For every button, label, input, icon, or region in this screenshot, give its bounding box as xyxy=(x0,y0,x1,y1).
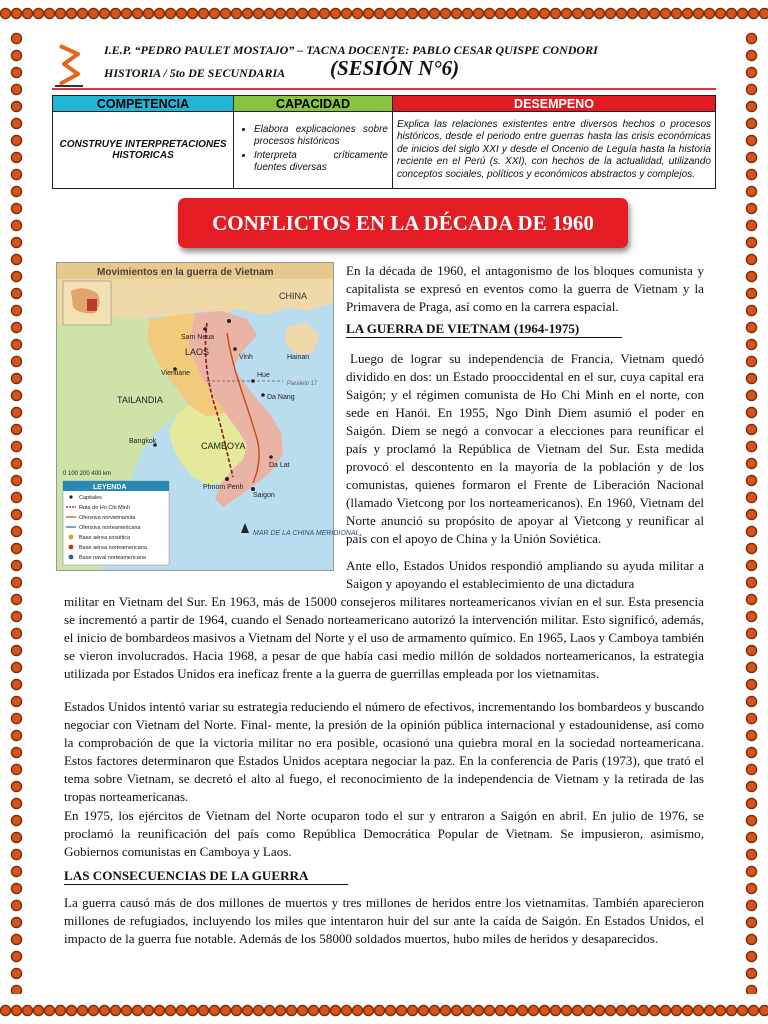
legend-item: Capitales xyxy=(79,495,102,501)
label-camboya: CAMBOYA xyxy=(201,441,246,451)
heading-vietnam-war: LA GUERRA DE VIETNAM (1964-1975) xyxy=(346,321,580,336)
label-sea: MAR DE LA CHINA MERIDIONAL xyxy=(253,530,360,537)
heading-underline xyxy=(346,337,622,338)
label-bangkok: Bangkok xyxy=(129,438,157,445)
capacidad-item: • Interpreta críticamente fuentes diversas xyxy=(254,150,388,174)
north-arrow-icon xyxy=(241,523,249,533)
paragraph-4: En 1975, los ejércitos de Vietnam del Norte ocuparon todo el sur y entraron a Saigón en abril. En julio de 1976, se proclamó la reunificación del país como República Democrática Popular de Vietnam. Se impusieron, asimismo, Gobiernos comunistas en Camboya y Laos. xyxy=(64,808,704,859)
paragraph-5: La guerra causó más de dos millones de muertos y tres millones de heridos entre los vietnamitas. También aparecieron millones de refugiados, incluyendo los miles que intentaron huir del sur ante la caída de Saigón. En Estados Unidos, el impacto de la guerra fue notable. Además de los 58000 soldados muertos, hubo miles de heridos y desaparecidos. xyxy=(64,895,704,946)
legend-title: LEYENDA xyxy=(93,484,127,491)
decorative-border-right xyxy=(738,30,768,994)
section-title-box xyxy=(178,198,628,248)
legend-item: Base naval norteamericana xyxy=(79,555,146,561)
legend-item: Base aérea soviética xyxy=(79,535,131,541)
cell-capacidad xyxy=(234,112,393,189)
label-vientiane: Vientiane xyxy=(161,370,191,377)
legend-item: Ofensiva norvietnamita xyxy=(79,515,136,521)
decorative-border-bottom xyxy=(0,994,768,1024)
competency-table xyxy=(52,95,716,189)
school-logo-icon xyxy=(52,42,86,88)
intro-paragraph: En la década de 1960, el antagonismo de los bloques comunista y capitalista se expresó en eventos como la guerra de Vietnam y la Primavera de Praga, así como en la carrera espacial. xyxy=(346,263,704,314)
label-laos: LAOS xyxy=(185,347,210,357)
decorative-border-top xyxy=(0,0,768,30)
label-phnom-penh: Phnom Penh xyxy=(203,484,244,491)
header-divider xyxy=(52,88,716,90)
label-tailandia: TAILANDIA xyxy=(117,395,163,405)
label-da-lat: Da Lat xyxy=(269,462,290,469)
col-header-desempeno: DESEMPENO xyxy=(393,96,716,112)
legend-item: Base aérea norteamericana xyxy=(79,545,147,551)
session-number: (SESIÓN N°6) xyxy=(330,56,460,80)
capacidad-item: • Elabora explicaciones sobre procesos históricos xyxy=(254,124,388,148)
label-hue: Hue xyxy=(257,372,270,379)
label-da-nang: Da Nang xyxy=(267,394,295,401)
legend-item: Ruta de Ho Chi Minh xyxy=(79,505,131,511)
label-saigon: Saigon xyxy=(253,492,275,499)
label-scale: 0 100 200 400 km xyxy=(63,471,112,477)
paragraph-2-start: Ante ello, Estados Unidos respondió ampliando su ayuda militar a Saigon y apoyando el establecimiento de una dictadura xyxy=(346,558,704,591)
label-china: CHINA xyxy=(279,291,308,301)
col-header-capacidad: CAPACIDAD xyxy=(234,96,393,112)
paragraph-1: Luego de lograr su independencia de Francia, Vietnam quedó dividido en dos: un Estado prooccidental en el sur, cuya capital era Saigón; y el régimen comunista de Ho Chi Minh en el norte, con sede en Hanói. En 1955, Ngo Dinh Diem asumió el poder en Saigón. Diem se negó a convocar a elecciones para reunificar el país y proclamó la República de Vietnam del Sur. Esta medida provocó el descontento en la mayoría de la población y de los comunistas, quienes formaron el Frente de Liberación Nacional (llamado Vietcong por los norteamericanos). En 1960, Vietnam del Norte anunció su propósito de apoyar al Vietcong y reunificar al país con el apoyo de China y la Unión Soviética. xyxy=(346,351,704,546)
decorative-border-left xyxy=(0,30,30,994)
label-hainan: Hainan xyxy=(287,354,310,361)
cell-desempeno: Explica las relaciones existentes entre diversos hechos o procesos históricos, desde el periodo entre guerras hasta las crisis económicas de inicios del siglo XXI y desde el Oncenio de Leguía hasta la historia reciente en el Perú (s. XXI), con hechos de la actualidad, utilizando conceptos sociales, políticos y económicos abstractos y complejos. xyxy=(393,112,716,189)
hainan-region xyxy=(285,323,319,355)
section-title: CONFLICTOS EN LA DÉCADA DE 1960 xyxy=(212,210,594,235)
heading-underline xyxy=(64,884,348,885)
heading-consequences: LAS CONSECUENCIAS DE LA GUERRA xyxy=(64,868,309,883)
paragraph-3: Estados Unidos intentó variar su estrategia reduciendo el número de efectivos, incrementando los bombardeos y buscando negociar con Vietnam del Norte. Final- mente, la presión de la opinión pública internacional y estadounidense, así como la comprobación de que la victoria militar no era posible, ocasionó una quiebra moral en la sociedad norteamericana. Estos factores determinaron que Estados Unidos aceptara negociar la paz. En la conferencia de Paris (1973), que trató el tema sobre Vietnam, se decretó el alto al fuego, el reconocimiento de la independencia de Vietnam y la retirada de las tropas norteamericanas. xyxy=(64,699,704,804)
cell-competencia: CONSTRUYE INTERPRETACIONES HISTORICAS xyxy=(53,112,234,189)
label-paralelo: Paralelo 17 xyxy=(287,381,318,387)
label-vinh: Vinh xyxy=(239,354,253,361)
map-legend-box xyxy=(63,481,169,565)
header-school-teacher: I.E.P. “PEDRO PAULET MOSTAJO” – TACNA DOCENTE: PABLO CESAR QUISPE CONDORI xyxy=(104,43,598,57)
label-sam-neua: Sam Neua xyxy=(181,334,215,341)
legend-item: Ofensiva norteamericana xyxy=(79,525,141,531)
col-header-competencia: COMPETENCIA xyxy=(53,96,234,112)
map-title: Movimientos en la guerra de Vietnam xyxy=(97,267,274,278)
vietnam-war-map xyxy=(56,262,360,571)
header-course: HISTORIA / 5to DE SECUNDARIA xyxy=(104,66,286,80)
paragraph-2-continued: militar en Vietnam del Sur. En 1963, más de 15000 consejeros militares norteamericanos vivían en el sur. Esta presencia se incrementó a partir de 1964, cuando el Senado norteamericano autorizó la intervención militar. Esto significó, además, el inicio de bombardeos masivos a Vietnam del Norte y el uso de armamento químico. En 1965, Laos y Camboya también se vieron involucrados. Hacia 1968, a pesar de que había casi medio millón de soldados norteamericanos, la estrategia utilizada por Estados Unidos era ineficaz frente a la guerra de guerrillas empleada por los vietnamitas. xyxy=(64,594,704,681)
